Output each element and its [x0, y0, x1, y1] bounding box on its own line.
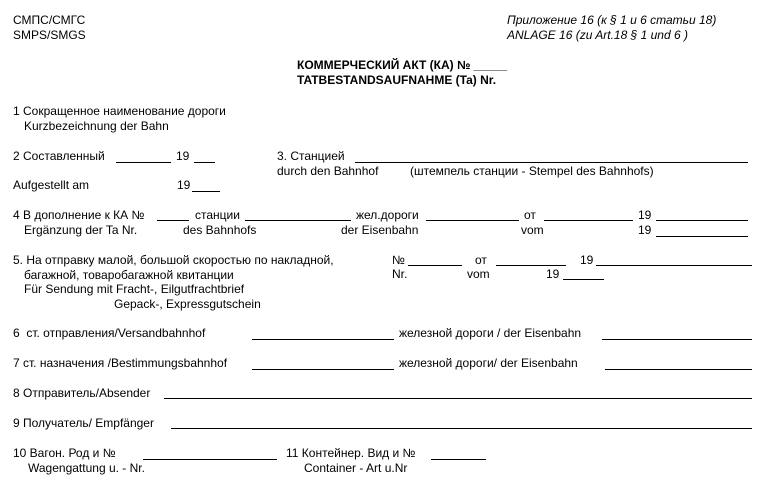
- org-code-de: SMPS/SMGS: [13, 28, 86, 42]
- shipment-label-de-2: Gepack-, Expressgutschein: [114, 297, 261, 311]
- annex-de: ANLAGE 16 (zu Art.18 § 1 und 6 ): [507, 28, 688, 42]
- shipment-label-de-1: Für Sendung mit Fracht-, Eilgutfrachtbrief: [24, 282, 245, 296]
- shipment-from-label-ru: от: [475, 253, 487, 267]
- shipment-year-prefix: 19: [580, 253, 594, 267]
- supplement-from-label-de: vom: [521, 223, 544, 237]
- container-label-ru: 11 Контейнер. Вид и №: [286, 446, 416, 460]
- destination-station-field[interactable]: [252, 369, 394, 370]
- railway-name-label-de: Kurzbezeichnung der Bahn: [24, 119, 169, 133]
- station-label-de: durch den Bahnhof: [277, 164, 379, 178]
- document-title-de: TATBESTANDSAUFNAHME (Ta) Nr.: [297, 73, 497, 87]
- compiled-date-field[interactable]: [116, 162, 171, 163]
- departure-station-label: 6 ст. отправления/Versandbahnhof: [13, 326, 206, 340]
- shipment-number-label-de: Nr.: [392, 267, 408, 281]
- departure-railway-label: железной дороги / der Eisenbahn: [399, 326, 582, 340]
- destination-railway-label: железной дороги/ der Eisenbahn: [399, 356, 578, 370]
- shipment-date-field[interactable]: [496, 265, 566, 266]
- shipment-label-ru-2: багажной, товаробагажной квитанции: [24, 268, 234, 282]
- compiled-label-de: Aufgestellt am: [13, 178, 90, 192]
- supplement-station-field[interactable]: [245, 220, 351, 221]
- station-label-ru: 3. Станцией: [277, 149, 345, 163]
- supplement-year-field[interactable]: [656, 220, 748, 221]
- shipment-number-field[interactable]: [408, 265, 462, 266]
- departure-station-field[interactable]: [252, 339, 394, 340]
- supplement-label-de: Ergänzung der Ta Nr.: [24, 223, 138, 237]
- destination-station-label: 7 ст. назначения /Bestimmungsbahnhof: [13, 356, 228, 370]
- departure-railway-field[interactable]: [602, 339, 752, 340]
- supplement-date-field[interactable]: [544, 220, 633, 221]
- supplement-year-prefix-de: 19: [638, 223, 652, 237]
- supplement-station-label-ru: станции: [195, 208, 240, 222]
- compiled-label-ru: 2 Составленный: [13, 149, 105, 163]
- recipient-field[interactable]: [171, 428, 752, 429]
- org-code-ru: СМПС/СМГС: [13, 13, 86, 27]
- sender-label: 8 Отправитель/Absender: [13, 386, 151, 400]
- station-field[interactable]: [355, 162, 748, 163]
- supplement-railway-field[interactable]: [426, 220, 519, 221]
- supplement-railway-label-ru: жел.дороги: [356, 208, 419, 222]
- supplement-year-prefix: 19: [638, 208, 652, 222]
- wagon-label-ru: 10 Вагон. Род и №: [13, 446, 116, 460]
- compiled-year-field-de[interactable]: [192, 191, 220, 192]
- supplement-station-label-de: des Bahnhofs: [183, 223, 257, 237]
- shipment-label-ru-1: 5. На отправку малой, большой скоростью по накладной,: [13, 253, 334, 267]
- shipment-year-prefix-de: 19: [546, 267, 560, 281]
- sender-field[interactable]: [164, 398, 752, 399]
- container-label-de: Container - Art u.Nr: [304, 461, 408, 475]
- annex-ru: Приложение 16 (к § 1 и 6 статьи 18): [507, 13, 717, 27]
- station-stamp-note: (штемпель станции - Stempel des Bahnhofs): [410, 164, 654, 178]
- document-title-ru: КОММЕРЧЕСКИЙ АКТ (КА) № _____: [297, 58, 508, 72]
- compiled-year-prefix: 19: [176, 149, 190, 163]
- supplement-number-field[interactable]: [157, 220, 189, 221]
- shipment-year-field-de[interactable]: [563, 279, 604, 280]
- wagon-field[interactable]: [143, 459, 277, 460]
- compiled-year-field[interactable]: [194, 162, 215, 163]
- destination-railway-field[interactable]: [605, 369, 752, 370]
- supplement-railway-label-de: der Eisenbahn: [341, 223, 419, 237]
- supplement-year-field-de[interactable]: [656, 236, 748, 237]
- railway-name-label-ru: 1 Сокращенное наименование дороги: [13, 104, 226, 118]
- wagon-label-de: Wagengattung u. - Nr.: [28, 461, 145, 475]
- supplement-from-label-ru: от: [524, 208, 536, 222]
- shipment-number-label-ru: №: [392, 253, 405, 267]
- supplement-label-ru: 4 В дополнение к КА №: [13, 208, 145, 222]
- container-field[interactable]: [431, 459, 486, 460]
- shipment-from-label-de: vom: [467, 267, 490, 281]
- recipient-label: 9 Получатель/ Empfänger: [13, 416, 154, 430]
- compiled-year-prefix-de: 19: [177, 178, 191, 192]
- shipment-year-field[interactable]: [596, 265, 752, 266]
